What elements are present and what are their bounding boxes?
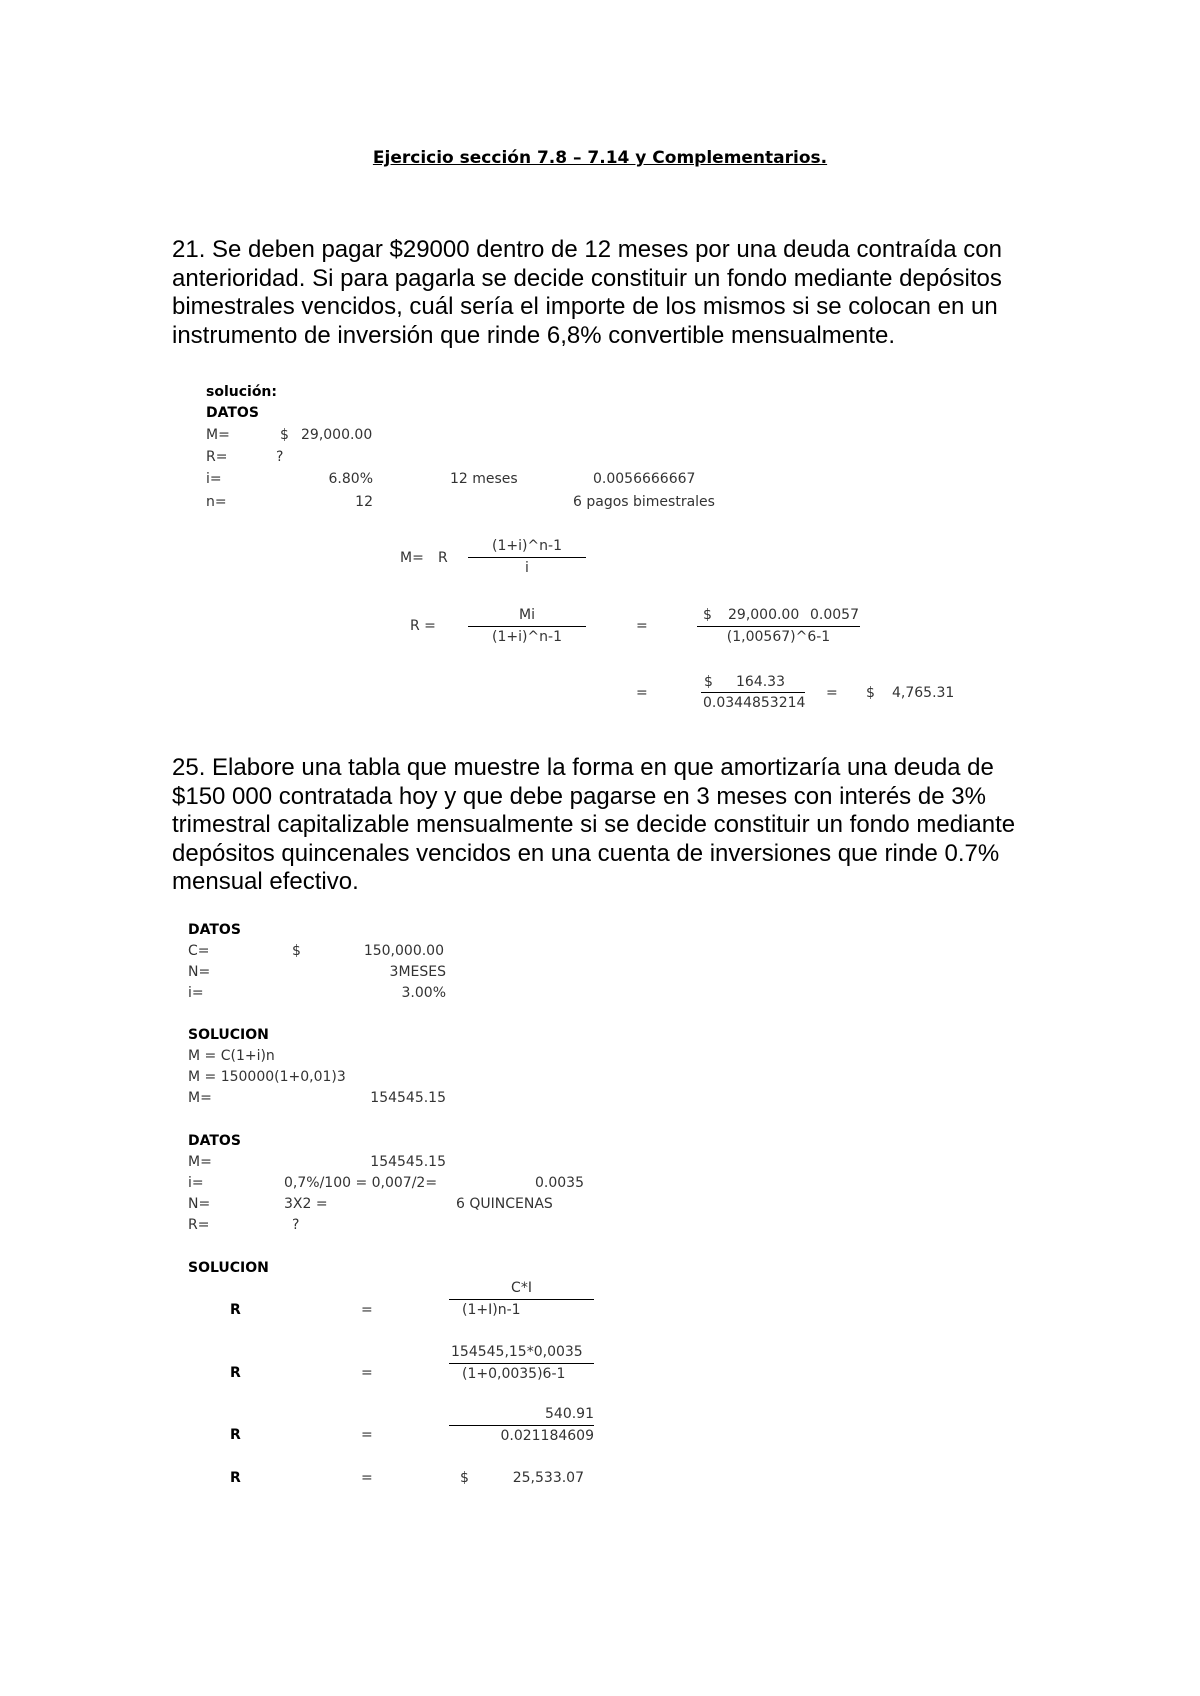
equals-3: = bbox=[826, 685, 838, 701]
i-value: 3.00% bbox=[401, 985, 446, 1001]
i-rate: 0.0056666667 bbox=[593, 471, 696, 487]
problem-25-line-4: depósitos quincenales vencidos en una cuenta de inversiones que rinde 0.7% bbox=[172, 839, 1000, 867]
m2-label: M= bbox=[188, 1154, 212, 1170]
r2-label: R= bbox=[188, 1217, 210, 1233]
i2-expression: 0,7%/100 = 0,007/2= bbox=[284, 1175, 438, 1191]
step-4-value: 25,533.07 bbox=[512, 1470, 584, 1486]
problem-25-line-1: 25. Elabore una tabla que muestre la forma en que amortizaría una deuda de bbox=[172, 754, 994, 781]
problem-21-line-3: bimestrales vencidos, cuál sería el importe de los mismos si se colocan en un bbox=[172, 293, 998, 320]
solucion-1-label: SOLUCION bbox=[188, 1027, 269, 1043]
c-value: 150,000.00 bbox=[363, 943, 444, 959]
step-2-fraction-line bbox=[449, 1363, 594, 1364]
document-title: Ejercicio sección 7.8 – 7.14 y Complementarios. bbox=[372, 148, 828, 168]
i-label: i= bbox=[206, 471, 222, 487]
m-currency: $ bbox=[280, 427, 289, 443]
m-value: 29,000.00 bbox=[301, 427, 373, 443]
n-label: N= bbox=[188, 964, 211, 980]
subst-numerator: 29,000.00 bbox=[728, 607, 800, 623]
solution-label: solución: bbox=[206, 384, 277, 400]
n2-label: N= bbox=[188, 1196, 211, 1212]
step-2-denominator: (1+0,0035)6-1 bbox=[462, 1366, 566, 1382]
r-label: R= bbox=[206, 449, 228, 465]
n-label: n= bbox=[206, 494, 227, 510]
step-2-numerator: 154545,15*0,0035 bbox=[451, 1344, 583, 1360]
r-value: ? bbox=[276, 449, 284, 465]
datos-label: DATOS bbox=[206, 405, 259, 421]
m2-value: 154545.15 bbox=[370, 1154, 446, 1170]
step-3-r: R bbox=[230, 1427, 241, 1443]
equals-2: = bbox=[636, 685, 648, 701]
step-1-numerator: C*I bbox=[511, 1280, 532, 1296]
problem-21-line-4: instrumento de inversión que rinde 6,8% convertible mensualmente. bbox=[172, 321, 896, 349]
subst-rate: 0.0057 bbox=[810, 607, 859, 623]
r2-value: ? bbox=[292, 1217, 300, 1233]
result-currency: $ bbox=[704, 674, 713, 690]
step-2-r: R bbox=[230, 1365, 241, 1381]
i2-label: i= bbox=[188, 1175, 204, 1191]
i-value: 6.80% bbox=[328, 471, 373, 487]
m-label: M= bbox=[188, 1090, 212, 1106]
m-substitution: M = 150000(1+0,01)3 bbox=[188, 1069, 346, 1085]
n-note: 6 pagos bimestrales bbox=[573, 494, 715, 510]
step-3-equals: = bbox=[361, 1427, 373, 1443]
formula-r: R bbox=[438, 550, 448, 566]
formula-denominator: i bbox=[525, 560, 529, 576]
step-1-denominator: (1+I)n-1 bbox=[462, 1302, 521, 1318]
step-4-equals: = bbox=[361, 1470, 373, 1486]
equals-1: = bbox=[636, 618, 648, 634]
m-formula: M = C(1+i)n bbox=[188, 1048, 275, 1064]
n-value: 12 bbox=[355, 494, 373, 510]
step-4-currency: $ bbox=[460, 1470, 469, 1486]
solucion-2-label: SOLUCION bbox=[188, 1260, 269, 1276]
datos-1-label: DATOS bbox=[188, 922, 241, 938]
i2-value: 0.0035 bbox=[535, 1175, 584, 1191]
problem-21-line-1: 21. Se deben pagar $29000 dentro de 12 meses por una deuda contraída con bbox=[172, 236, 1002, 263]
datos-2-label: DATOS bbox=[188, 1133, 241, 1149]
r-eq-label: R = bbox=[410, 618, 436, 634]
step-3-numerator: 540.91 bbox=[545, 1406, 594, 1422]
m-label: M= bbox=[206, 427, 230, 443]
formula-numerator: (1+i)^n-1 bbox=[491, 538, 562, 554]
problem-25-line-2: $150 000 contratada hoy y que debe pagarse en 3 meses con interés de 3% bbox=[172, 782, 986, 810]
formula-fraction-line bbox=[468, 557, 586, 558]
problem-21-line-2: anterioridad. Si para pagarla se decide constituir un fondo mediante depósitos bbox=[172, 264, 1002, 292]
result-numerator: 164.33 bbox=[736, 674, 785, 690]
subst-denominator: (1,00567)^6-1 bbox=[726, 629, 831, 645]
step-1-equals: = bbox=[361, 1302, 373, 1318]
c-currency: $ bbox=[292, 943, 301, 959]
step-1-r: R bbox=[230, 1302, 241, 1318]
subst-fraction-line bbox=[697, 626, 860, 627]
step-2-equals: = bbox=[361, 1365, 373, 1381]
n2-value: 6 QUINCENAS bbox=[456, 1196, 553, 1212]
step-1-fraction-line bbox=[449, 1299, 594, 1300]
result-denominator: 0.0344853214 bbox=[703, 695, 806, 711]
n2-expression: 3X2 = bbox=[284, 1196, 328, 1212]
m-value: 154545.15 bbox=[370, 1090, 446, 1106]
c-label: C= bbox=[188, 943, 210, 959]
r-numerator: Mi bbox=[519, 607, 535, 623]
n-value: 3MESES bbox=[389, 964, 446, 980]
subst-currency: $ bbox=[703, 607, 712, 623]
final-value: 4,765.31 bbox=[892, 685, 955, 701]
step-3-fraction-line bbox=[449, 1425, 594, 1426]
result-fraction-line bbox=[701, 692, 805, 693]
problem-25-line-5: mensual efectivo. bbox=[172, 868, 359, 895]
final-currency: $ bbox=[866, 685, 875, 701]
step-3-denominator: 0.021184609 bbox=[500, 1428, 594, 1444]
formula-lhs: M= bbox=[400, 550, 424, 566]
r-fraction-line bbox=[468, 626, 586, 627]
i-note: 12 meses bbox=[450, 471, 518, 487]
problem-25-line-3: trimestral capitalizable mensualmente si se decide constituir un fondo mediante bbox=[172, 811, 1016, 838]
step-4-r: R bbox=[230, 1470, 241, 1486]
r-denominator: (1+i)^n-1 bbox=[491, 629, 562, 645]
i-label: i= bbox=[188, 985, 204, 1001]
